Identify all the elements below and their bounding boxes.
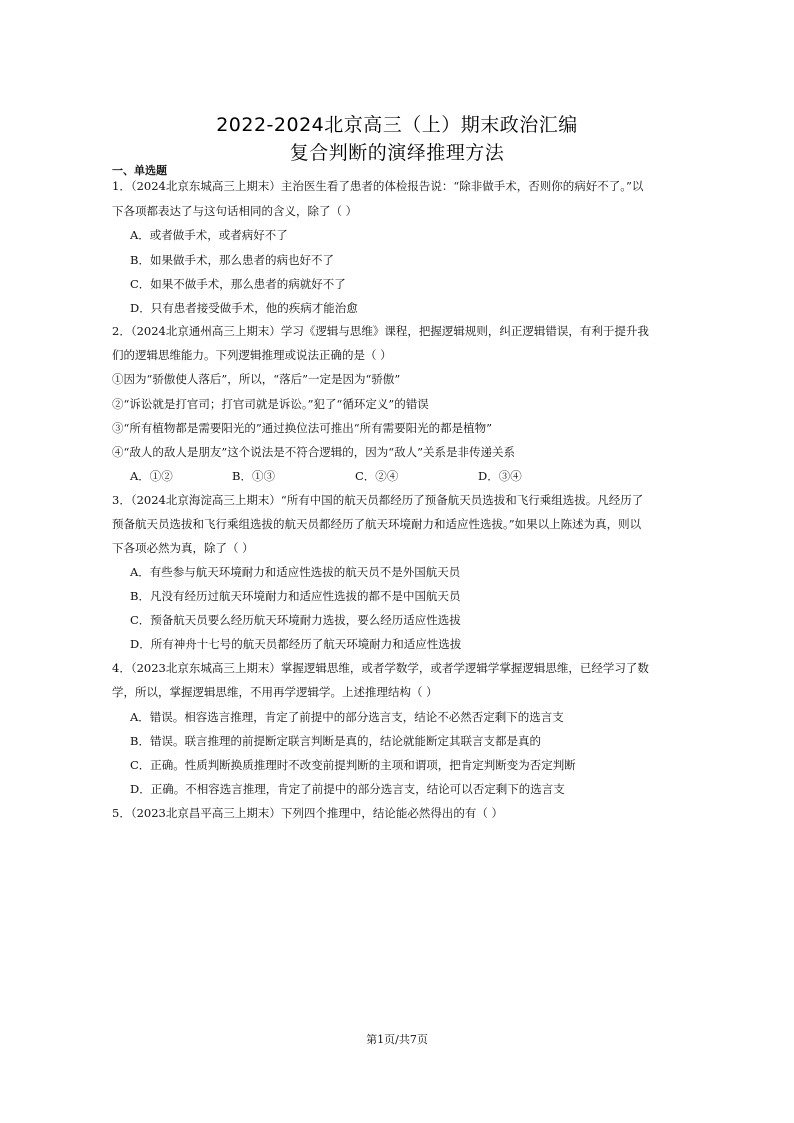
question-2-option-c: C．②④ — [355, 469, 399, 483]
question-2-statement-2: ②“诉讼就是打官司；打官司就是诉讼。”犯了“循环定义”的错误 — [112, 397, 429, 411]
question-2-option-b: B．①③ — [232, 469, 275, 483]
question-3-option-a: A．有些参与航天环境耐力和适应性选拔的航天员不是外国航天员 — [130, 565, 461, 579]
document-title: 2022-2024北京高三（上）期末政治汇编 — [216, 114, 578, 136]
question-1-option-a: A．或者做手术，或者病好不了 — [130, 228, 288, 242]
question-3-stem-line-2: 预备航天员选拔和飞行乘组选拔的航天员都经历了航天环境耐力和适应性选拔。”如果以上陈述为真，则以 — [112, 517, 642, 531]
question-2-statement-4: ④“敌人的敌人是朋友”这个说法是不符合逻辑的，因为“敌人”关系是非传递关系 — [112, 445, 516, 459]
document-subtitle: 复合判断的演绎推理方法 — [289, 142, 505, 164]
section-heading: 一、单选题 — [112, 164, 167, 177]
question-3-stem-line-1: 3．（2024北京海淀高三上期末）“所有中国的航天员都经历了预备航天员选拔和飞行乘组选拔。凡经历了 — [112, 493, 644, 507]
question-4-stem-line-2: 学，所以，掌握逻辑思维，不用再学逻辑学。上述推理结构（ ） — [112, 685, 438, 699]
question-2-statement-1: ①因为“骄傲使人落后”，所以，“落后”一定是因为“骄傲” — [112, 372, 401, 386]
question-3-option-c: C．预备航天员要么经历航天环境耐力选拔，要么经历适应性选拔 — [130, 613, 461, 627]
question-4-option-c: C．正确。性质判断换质推理时不改变前提判断的主项和谓项，把肯定判断变为否定判断 — [130, 758, 576, 772]
question-5-stem-line-1: 5．（2023北京昌平高三上期末）下列四个推理中，结论能必然得出的有（ ） — [112, 806, 503, 820]
question-2-stem-line-2: 们的逻辑思维能力。下列逻辑推理或说法正确的是（ ） — [112, 348, 392, 362]
question-4-stem-line-1: 4．（2023北京东城高三上期末）掌握逻辑思维，或者学数学，或者学逻辑学掌握逻辑思维，已经学习了数 — [112, 661, 649, 675]
question-3-stem-line-3: 下各项必然为真，除了（ ） — [112, 541, 254, 555]
question-3-option-b: B．凡没有经历过航天环境耐力和适应性选拔的都不是中国航天员 — [130, 589, 461, 603]
question-4-option-d: D．正确。不相容选言推理，肯定了前提中的部分选言支，结论可以否定剩下的选言支 — [130, 782, 565, 796]
question-2-statement-3: ③“所有植物都是需要阳光的”通过换位法可推出“所有需要阳光的都是植物” — [112, 421, 493, 435]
question-4-option-b: B．错误。联言推理的前提断定联言判断是真的，结论就能断定其联言支都是真的 — [130, 734, 541, 748]
question-1-option-c: C．如果不做手术，那么患者的病就好不了 — [130, 277, 346, 291]
question-1-option-d: D．只有患者接受做手术，他的疾病才能治愈 — [130, 301, 358, 315]
question-3-option-d: D．所有神舟十七号的航天员都经历了航天环境耐力和适应性选拔 — [130, 637, 462, 651]
question-2-option-d: D．③④ — [478, 469, 522, 483]
question-4-option-a: A．错误。相容选言推理，肯定了前提中的部分选言支，结论不必然否定剩下的选言支 — [130, 710, 564, 724]
question-1-stem-line-2: 下各项都表达了与这句话相同的含义，除了（ ） — [112, 204, 358, 218]
question-1-option-b: B．如果做手术，那么患者的病也好不了 — [130, 253, 334, 267]
question-2-stem-line-1: 2．（2024北京通州高三上期末）学习《逻辑与思维》课程，把握逻辑规则，纠正逻辑错误，有利于提升我 — [112, 324, 649, 338]
question-2-option-a: A．①② — [130, 469, 173, 483]
question-1-stem-line-1: 1．（2024北京东城高三上期末）主治医生看了患者的体检报告说：“除非做手术，否则你的病好不了。”以 — [112, 179, 644, 193]
page-footer: 第1页/共7页 — [366, 1033, 428, 1046]
